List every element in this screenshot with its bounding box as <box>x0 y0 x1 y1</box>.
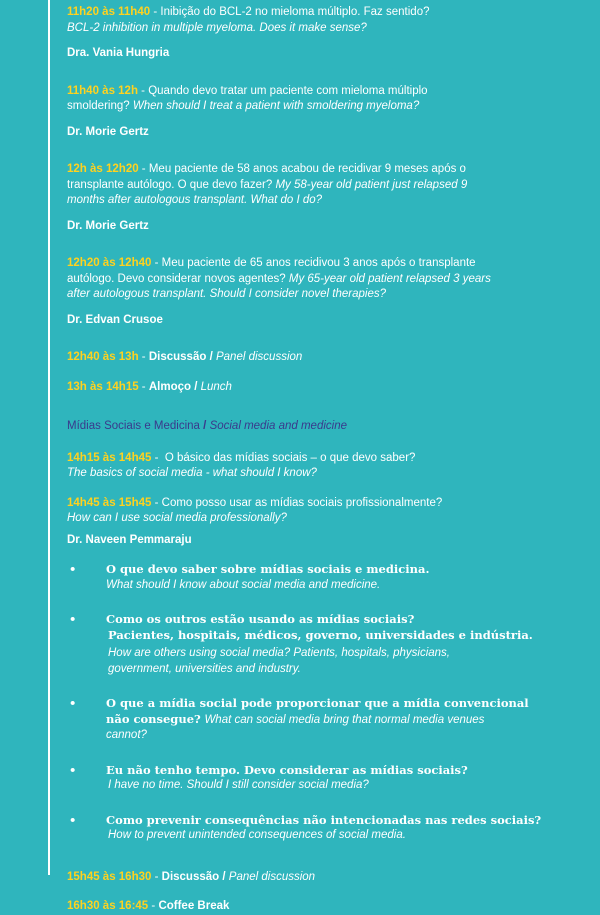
topic-en: How are others using social media? Patients, hospitals, physicians, <box>108 647 450 659</box>
session-time: 15h45 às 16h30 <box>67 870 152 883</box>
session-5: 12h40 às 13h - Discussão / Panel discussion <box>67 351 303 363</box>
topic-pt: Como os outros estão usando as mídias sociais? <box>106 612 415 626</box>
session-4: 12h20 às 12h40 - Meu paciente de 65 anos recidivou 3 anos após o transplante autólogo. Devo considerar novos agentes? My 65-year old patient relapsed 3 years after autologous transplant. Should I consider novel therapies? Dr. Edvan Crusoe <box>67 256 587 328</box>
session-time: 13h às 14h15 <box>67 380 139 393</box>
separator: / <box>222 870 226 883</box>
session-3: 12h às 12h20 - Meu paciente de 58 anos acabou de recidivar 9 meses após o transplante autólogo. O que devo fazer? My 58-year old patient just relapsed 9 months after autologous transplant. What do I do? Dr. Morie Gertz <box>67 162 587 234</box>
session-title-pt: Discussão <box>161 870 220 883</box>
topic-item <box>67 763 587 794</box>
speaker-name: Dr. Morie Gertz <box>67 125 149 138</box>
topic-en: I have no time. Should I still consider social media? <box>108 779 369 791</box>
session-time: 16h30 às 16:45 <box>67 900 149 912</box>
topic-pt: Eu não tenho tempo. Devo considerar as mídias sociais? <box>106 762 468 777</box>
session-time: 11h20 às 11h40 <box>67 6 151 18</box>
session-title-pt: Coffee Break <box>158 900 230 912</box>
session-title-pt: Meu paciente de 58 anos acabou de recidivar 9 meses após o <box>148 163 466 175</box>
session-title-en: How can I use social media professionally? <box>67 512 287 524</box>
session-6: 13h às 14h15 - Almoço / Lunch <box>67 380 232 393</box>
topic-en-cont: cannot? <box>106 729 147 741</box>
session-time: 12h40 às 13h <box>67 351 139 363</box>
session-time: 12h20 às 12h40 <box>67 257 152 269</box>
section-title-en: Social media and medicine <box>209 420 348 432</box>
bullet-icon: • <box>69 762 77 777</box>
separator: / <box>194 380 198 393</box>
speaker-name: Dr. Morie Gertz <box>67 219 149 232</box>
session-title-pt: O básico das mídias sociais – o que devo saber? <box>164 451 416 464</box>
session-title-pt-cont: smoldering? <box>67 100 130 112</box>
session-title-en: Panel discussion <box>215 351 303 363</box>
topic-list <box>67 562 587 844</box>
session-8: 14h45 às 15h45 - Como posso usar as mídias sociais profissionalmente? How can I use social media professionally? Dr. Naveen Pemmaraju <box>67 496 587 549</box>
session-title-en-cont: after autologous transplant. Should I consider novel therapies? <box>67 288 387 300</box>
bullet-icon: • <box>69 612 77 626</box>
topic-pt-cont: não consegue? <box>106 711 201 726</box>
session-time: 12h às 12h20 <box>67 163 139 175</box>
session-7: 14h15 às 14h45 - O básico das mídias sociais – o que devo saber? The basics of social media - what should I know? <box>67 451 587 482</box>
topic-item <box>67 562 587 593</box>
session-title-pt: Meu paciente de 65 anos recidivou 3 anos após o transplante <box>161 257 476 269</box>
topic-en: What should I know about social media and medicine. <box>106 578 381 591</box>
topic-item <box>67 813 587 844</box>
topic-pt: O que devo saber sobre mídias sociais e medicina. <box>106 562 430 576</box>
session-10: 16h30 às 16:45 - Coffee Break <box>67 900 230 912</box>
session-title-en: My 58-year old patient just relapsed 9 <box>275 178 468 191</box>
session-title-en: Panel discussion <box>228 870 316 883</box>
session-time: 14h45 às 15h45 <box>67 496 152 509</box>
session-title-pt: Quando devo tratar um paciente com mieloma múltiplo <box>148 84 428 97</box>
session-title-en: When should I treat a patient with smoldering myeloma? <box>132 100 420 112</box>
schedule <box>67 5 587 915</box>
speaker-name: Dr. Naveen Pemmaraju <box>67 533 192 546</box>
topic-en-cont: government, universities and industry. <box>108 662 301 675</box>
section-title-pt: Mídias Sociais e Medicina <box>67 420 200 432</box>
topic-en: What can social media bring that normal media venues <box>204 713 485 726</box>
topic-item <box>67 612 587 677</box>
session-title-en: Lunch <box>200 380 232 393</box>
speaker-name: Dr. Edvan Crusoe <box>67 313 163 326</box>
bullet-icon: • <box>69 812 77 827</box>
topic-en: How to prevent unintended consequences of social media. <box>108 829 406 841</box>
session-title-en: BCL-2 inhibition in multiple myeloma. Does it make sense? <box>67 21 367 34</box>
session-time: 14h15 às 14h45 <box>67 451 152 464</box>
separator: / <box>209 351 213 363</box>
session-title-pt: Como posso usar as mídias sociais profissionalmente? <box>161 496 443 509</box>
section-heading <box>67 419 587 435</box>
topic-pt: Como prevenir consequências não intencionadas nas redes sociais? <box>106 812 542 827</box>
speaker-name: Dra. Vania Hungria <box>67 47 170 59</box>
session-title-pt: Inibição do BCL-2 no mieloma múltiplo. Faz sentido? <box>160 6 430 18</box>
session-title-pt: Almoço <box>148 380 192 393</box>
timeline-line <box>48 0 50 875</box>
session-title-en-cont: months after autologous transplant. What do I do? <box>67 194 323 206</box>
session-9: 15h45 às 16h30 - Discussão / Panel discussion <box>67 870 316 883</box>
session-title-en: The basics of social media - what should I know? <box>67 467 317 479</box>
separator: / <box>203 420 207 432</box>
session-title-pt-cont: transplante autólogo. O que devo fazer? <box>67 178 273 191</box>
session-time: 11h40 às 12h <box>67 84 138 97</box>
topic-pt-cont: Pacientes, hospitais, médicos, governo, universidades e indústria. <box>108 627 533 642</box>
session-title-pt-cont: autólogo. Devo considerar novos agentes? <box>67 272 286 285</box>
bullet-icon: • <box>69 562 77 576</box>
topic-pt: O que a mídia social pode proporcionar que a mídia convencional <box>106 696 529 710</box>
bullet-icon: • <box>69 696 77 710</box>
session-title-pt: Discussão <box>148 351 207 363</box>
topic-item <box>67 696 587 744</box>
session-1: 11h20 às 11h40 - Inibição do BCL-2 no mieloma múltiplo. Faz sentido? BCL-2 inhibition in multiple myeloma. Does it make sense? Dra. Vania Hungria <box>67 5 587 62</box>
session-2: 11h40 às 12h - Quando devo tratar um paciente com mieloma múltiplo smoldering? When should I treat a patient with smoldering myeloma? Dr. Morie Gertz <box>67 84 587 141</box>
session-title-en: My 65-year old patient relapsed 3 years <box>288 272 491 285</box>
